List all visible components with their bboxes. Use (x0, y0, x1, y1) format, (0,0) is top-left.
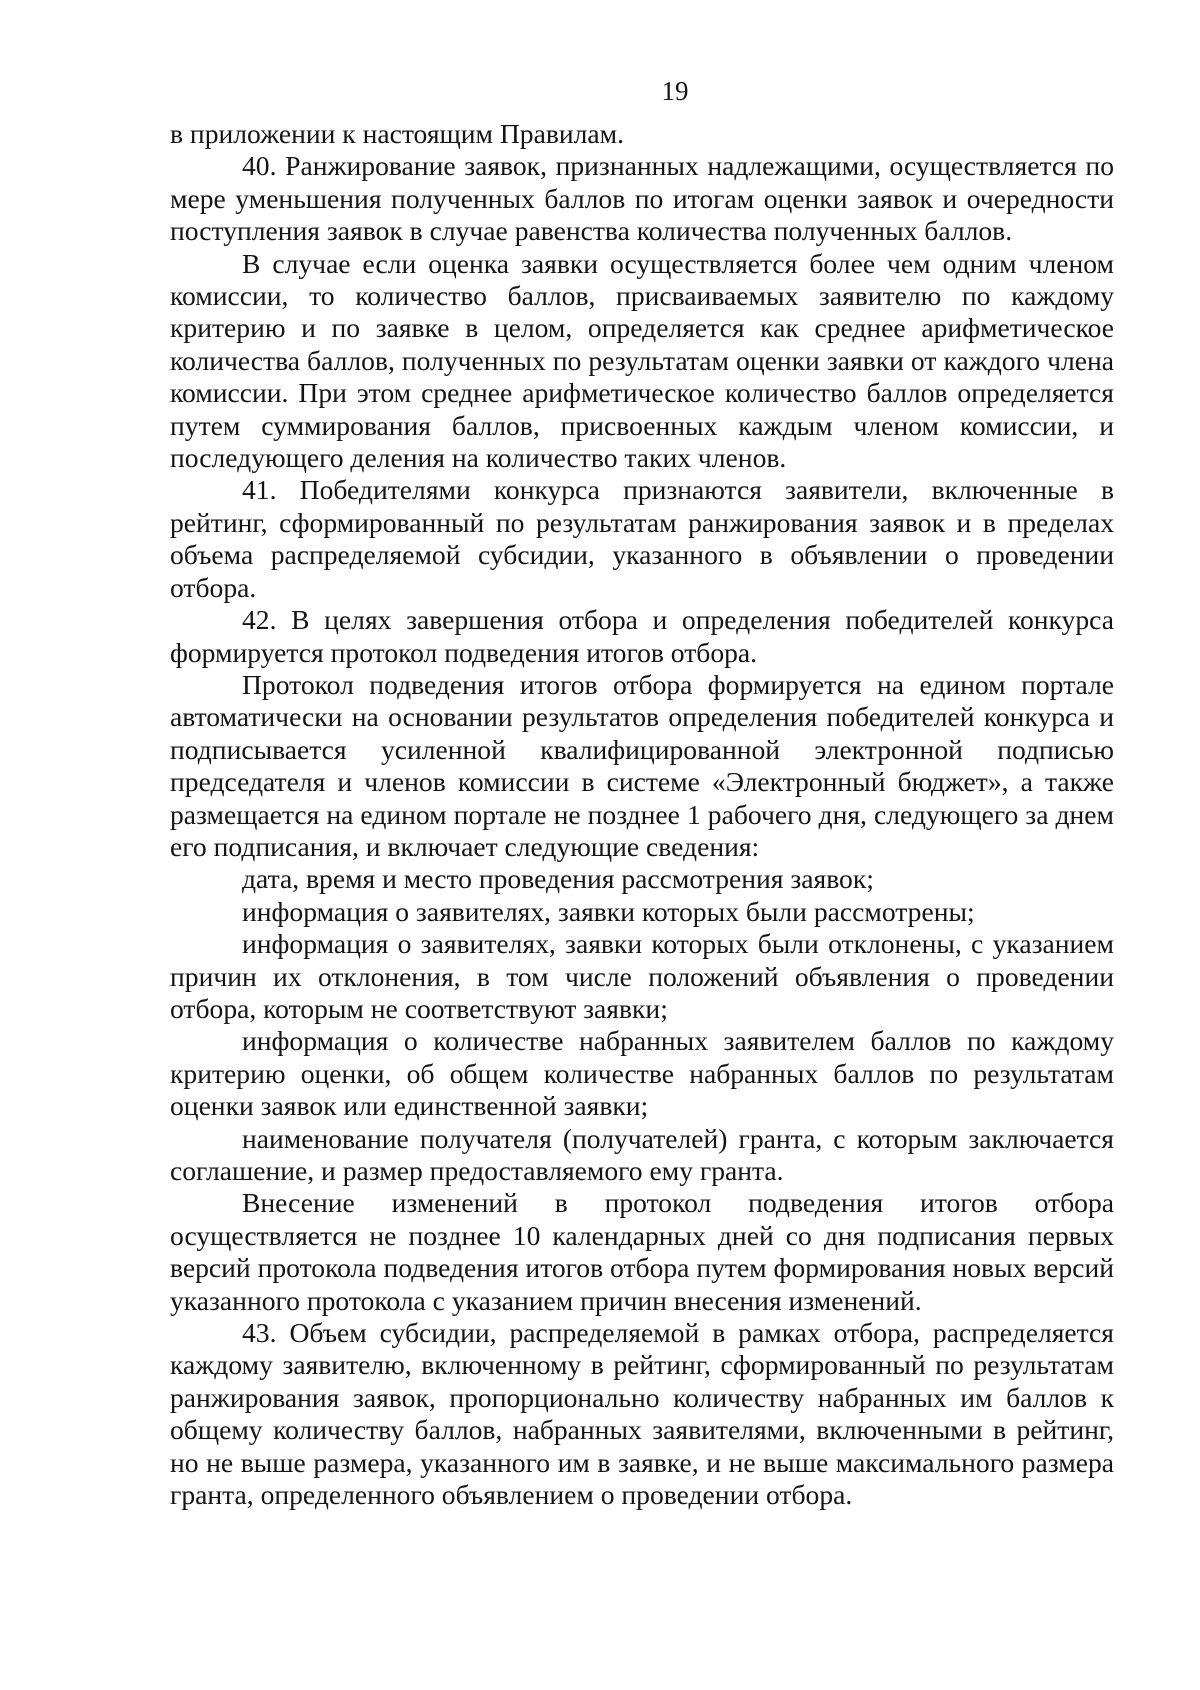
paragraph-continuation: в приложении к настоящим Правилам. (170, 118, 625, 149)
paragraph-42: 42. В целях завершения отбора и определения победителей конкурса формируется протокол подведения итогов отбора. (170, 604, 1114, 668)
list-item-recipient: наименование получателя (получателей) гранта, с которым заключается соглашение, и размер предоставляемого ему гранта. (170, 1122, 1114, 1186)
page-number: 19 (661, 76, 689, 106)
paragraph-41: 41. Победителями конкурса признаются заявители, включенные в рейтинг, сформированный по результатам ранжирования заявок и в пределах объема распределяемой субсидии, указанного в объявлении о проведении отбора. (170, 474, 1114, 603)
paragraph-43: 43. Объем субсидии, распределяемой в рамках отбора, распределяется каждому заявителю, включенному в рейтинг, сформированный по результатам ранжирования заявок, пропорционально количеству набранных им баллов к общему количеству баллов, набранных заявителями, включенными в рейтинг, но не выше размера, указанного им в заявке, и не выше максимального размера гранта, определенного объявлением о проведении отбора. (170, 1317, 1114, 1511)
document-body (170, 118, 1114, 1511)
list-item-reviewed: информация о заявителях, заявки которых были рассмотрены; (242, 895, 975, 927)
paragraph-averaging: В случае если оценка заявки осуществляется более чем одним членом комиссии, то количество баллов, присваиваемых заявителю по каждому критерию и по заявке в целом, определяется как среднее арифметическое количества баллов, полученных по результатам оценки заявки от каждого члена комиссии. При этом среднее арифметическое количество баллов определяется путем суммирования баллов, присвоенных каждым членом комиссии, и последующего деления на количество таких членов. (170, 247, 1114, 474)
list-item-date: дата, время и место проведения рассмотрения заявок; (242, 863, 874, 895)
list-item-rejected: информация о заявителях, заявки которых были отклонены, с указанием причин их отклонения, в том числе положений объявления о проведении отбора, которым не соответствуют заявки; (170, 928, 1114, 1024)
paragraph-amendments: Внесение изменений в протокол подведения итогов отбора осуществляется не позднее 10 календарных дней со дня подписания первых версий протокола подведения итогов отбора путем формирования новых версий указанного протокола с указанием причин внесения изменений. (170, 1187, 1114, 1316)
list-item-scores: информация о количестве набранных заявителем баллов по каждому критерию оценки, об общем количестве набранных баллов по результатам оценки заявок или единственной заявки; (170, 1025, 1114, 1122)
paragraph-protocol: Протокол подведения итогов отбора формируется на едином портале автоматически на основании результатов определения победителей конкурса и подписывается усиленной квалифицированной электронной подписью председателя и членов комиссии в системе «Электронный бюджет», а также размещается на едином портале не позднее 1 рабочего дня, следующего за днем его подписания, и включает следующие сведения: (170, 668, 1114, 862)
paragraph-40: 40. Ранжирование заявок, признанных надлежащими, осуществляется по мере уменьшения полученных баллов по итогам оценки заявок и очередности поступления заявок в случае равенства количества полученных баллов. (170, 150, 1114, 247)
